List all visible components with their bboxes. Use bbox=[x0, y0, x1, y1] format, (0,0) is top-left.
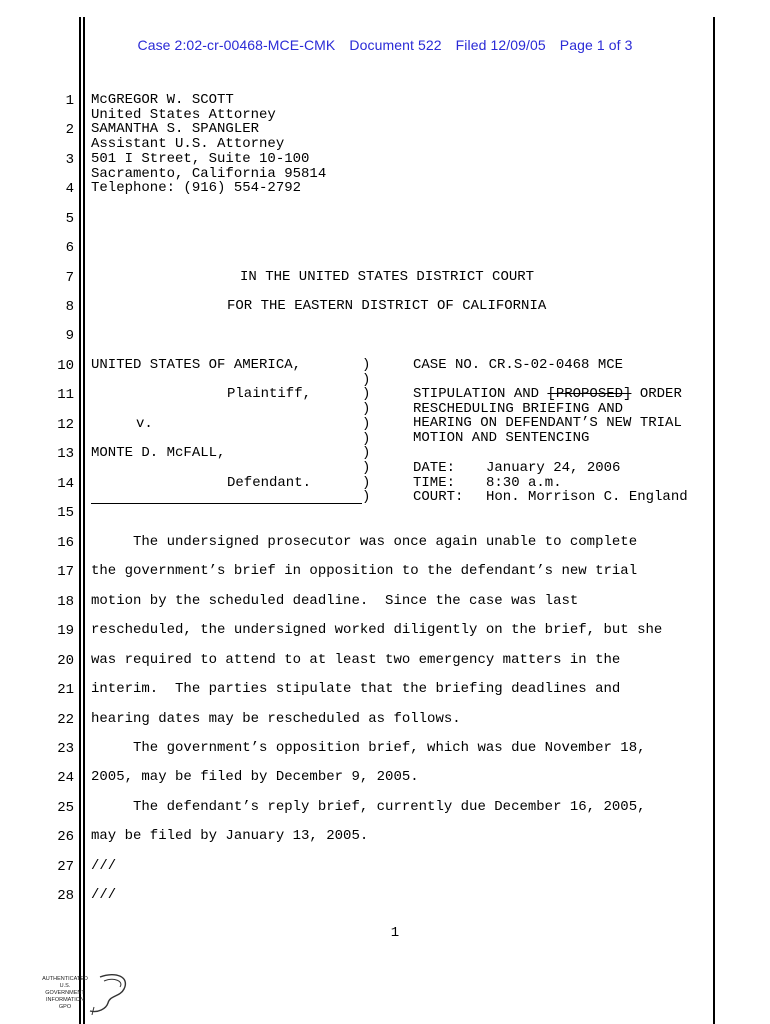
court-title-line2: FOR THE EASTERN DISTRICT OF CALIFORNIA bbox=[227, 298, 547, 314]
line-number: 11 bbox=[57, 387, 74, 403]
right-margin-rule bbox=[713, 17, 715, 1024]
line-number: 27 bbox=[57, 859, 74, 875]
attorney-line: Assistant U.S. Attorney bbox=[91, 136, 285, 153]
attorney-line: Telephone: (916) 554-2792 bbox=[91, 180, 302, 197]
document-title-line1 bbox=[413, 387, 682, 402]
body-line: hearing dates may be rescheduled as follows. bbox=[91, 711, 461, 727]
line-number: 2 bbox=[65, 122, 74, 138]
caption-paren: ) bbox=[362, 430, 371, 447]
caption-paren: ) bbox=[362, 459, 371, 476]
line-number: 21 bbox=[57, 682, 74, 698]
line-number: 17 bbox=[57, 564, 74, 580]
line-number: 1 bbox=[65, 93, 74, 109]
caption-paren: ) bbox=[362, 489, 371, 506]
attorney-line: 501 I Street, Suite 10-100 bbox=[91, 150, 310, 167]
line-number: 13 bbox=[57, 446, 74, 462]
line-number: 16 bbox=[57, 535, 74, 551]
attorney-line: SAMANTHA S. SPANGLER bbox=[91, 121, 260, 138]
line-number: 8 bbox=[65, 299, 74, 315]
eagle-seal-icon bbox=[38, 971, 134, 1015]
body-line: /// bbox=[91, 858, 117, 874]
line-number: 7 bbox=[65, 270, 74, 286]
header-document-number: Document 522 bbox=[349, 37, 442, 53]
doc-title-part-a: STIPULATION AND bbox=[413, 386, 548, 402]
court-value: Hon. Morrison C. England bbox=[486, 489, 688, 506]
document-title-line3: HEARING ON DEFENDANT’S NEW TRIAL bbox=[413, 415, 682, 432]
plaintiff-name: UNITED STATES OF AMERICA, bbox=[91, 357, 302, 373]
line-number: 3 bbox=[65, 152, 74, 168]
caption-paren: ) bbox=[362, 401, 371, 418]
body-line: 2005, may be filed by December 9, 2005. bbox=[91, 769, 419, 785]
line-number: 10 bbox=[57, 358, 74, 374]
seal-text: AUTHENTICATED U.S. GOVERNMENT INFORMATION GPO bbox=[42, 976, 88, 1010]
versus: v. bbox=[136, 416, 153, 432]
filing-header bbox=[0, 37, 770, 53]
left-margin-rule-inner bbox=[83, 17, 85, 1024]
attorney-line: McGREGOR W. SCOTT bbox=[91, 92, 234, 108]
court-title-line1: IN THE UNITED STATES DISTRICT COURT bbox=[240, 269, 535, 285]
line-number: 22 bbox=[57, 712, 74, 728]
page-number: 1 bbox=[390, 925, 400, 941]
body-line: may be filed by January 13, 2005. bbox=[91, 828, 369, 844]
line-number: 28 bbox=[57, 888, 74, 904]
body-line: interim. The parties stipulate that the briefing deadlines and bbox=[91, 681, 621, 697]
case-number: CASE NO. CR.S-02-0468 MCE bbox=[413, 357, 624, 373]
body-line: was required to attend to at least two emergency matters in the bbox=[91, 652, 621, 668]
doc-title-part-b: ORDER bbox=[631, 386, 682, 402]
header-filed-date: Filed 12/09/05 bbox=[455, 37, 546, 53]
line-number: 9 bbox=[65, 328, 74, 344]
line-number: 20 bbox=[57, 653, 74, 669]
date-value: January 24, 2006 bbox=[486, 460, 621, 476]
caption-paren: ) bbox=[362, 445, 371, 462]
line-number: 5 bbox=[65, 211, 74, 227]
caption-paren: ) bbox=[362, 386, 371, 403]
line-number: 18 bbox=[57, 594, 74, 610]
body-line: The undersigned prosecutor was once again unable to complete bbox=[91, 534, 638, 550]
caption-underline bbox=[91, 503, 362, 504]
doc-title-struck: [PROPOSED] bbox=[547, 386, 632, 402]
caption-paren: ) bbox=[362, 474, 371, 491]
document-title-line2: RESCHEDULING BRIEFING AND bbox=[413, 400, 624, 417]
caption-paren: ) bbox=[362, 415, 371, 432]
line-number: 14 bbox=[57, 476, 74, 492]
line-number: 12 bbox=[57, 417, 74, 433]
defendant-name: MONTE D. McFALL, bbox=[91, 445, 226, 461]
body-line: motion by the scheduled deadline. Since the case was last bbox=[91, 593, 579, 609]
caption-paren: ) bbox=[362, 371, 371, 388]
caption-paren: ) bbox=[362, 357, 371, 373]
line-number: 6 bbox=[65, 240, 74, 256]
line-number: 26 bbox=[57, 829, 74, 845]
time-value: 8:30 a.m. bbox=[486, 474, 562, 491]
left-margin-rule-outer bbox=[79, 17, 81, 1024]
body-line: rescheduled, the undersigned worked diligently on the brief, but she bbox=[91, 622, 663, 638]
body-line: The defendant’s reply brief, currently due December 16, 2005, bbox=[91, 799, 646, 815]
plaintiff-role: Plaintiff, bbox=[227, 386, 312, 402]
defendant-role: Defendant. bbox=[227, 475, 312, 491]
line-number: 24 bbox=[57, 770, 74, 786]
attorney-line: United States Attorney bbox=[91, 106, 276, 123]
header-case-number: Case 2:02-cr-00468-MCE-CMK bbox=[137, 37, 336, 53]
date-label: DATE: bbox=[413, 460, 456, 476]
line-number: 15 bbox=[57, 505, 74, 521]
line-number: 19 bbox=[57, 623, 74, 639]
court-label: COURT: bbox=[413, 489, 464, 506]
time-label: TIME: bbox=[413, 474, 456, 491]
body-line: The government’s opposition brief, which was due November 18, bbox=[91, 740, 646, 756]
document-title-line4: MOTION AND SENTENCING bbox=[413, 430, 590, 447]
body-line: /// bbox=[91, 887, 117, 903]
attorney-line: Sacramento, California 95814 bbox=[91, 165, 327, 182]
line-number: 4 bbox=[65, 181, 74, 197]
line-number: 23 bbox=[57, 741, 74, 757]
body-line: the government’s brief in opposition to the defendant’s new trial bbox=[91, 563, 638, 579]
line-number: 25 bbox=[57, 800, 74, 816]
header-page-count: Page 1 of 3 bbox=[559, 37, 633, 53]
